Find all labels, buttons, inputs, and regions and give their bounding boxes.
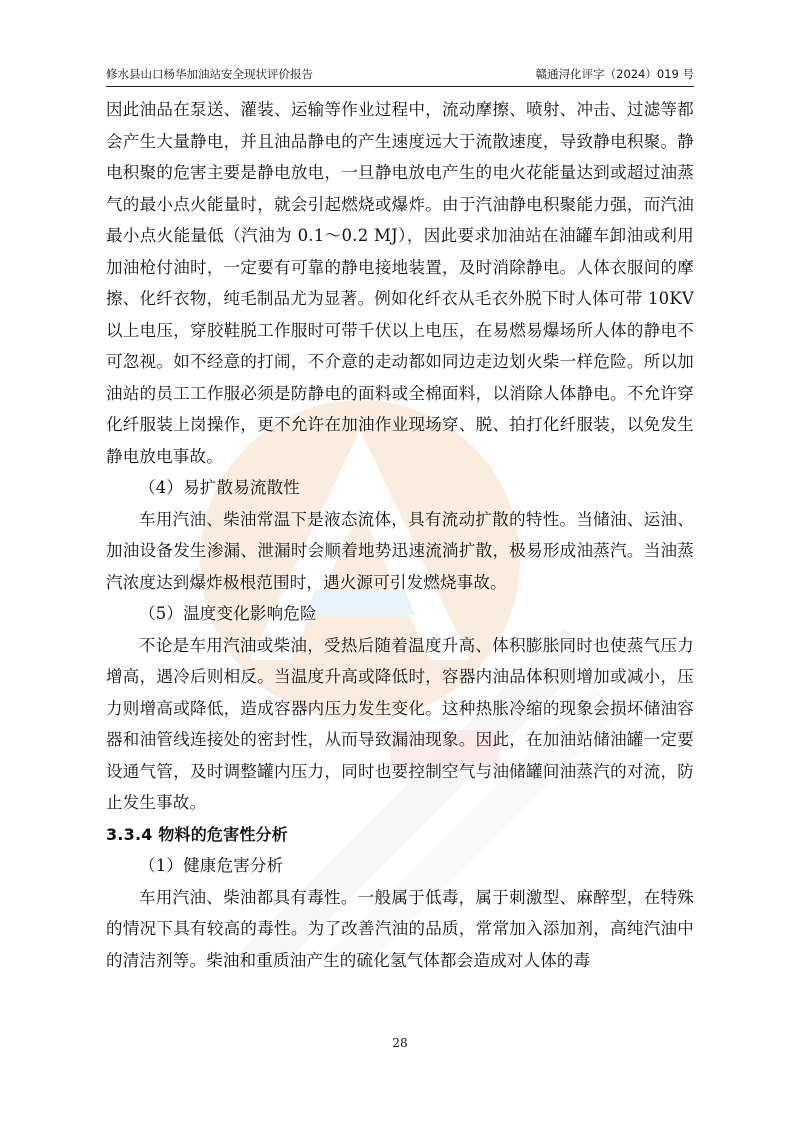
page-number: 28 (392, 1036, 408, 1050)
section-heading-material-hazard: 3.3.4 物料的危害性分析 (106, 824, 288, 844)
paragraph-temperature: 不论是车用汽油或柴油，受热后随着温度升高、体积膨胀同时也使蒸气压力增高，遇冷后则相反。当温度升高或降低时，容器内油品体积则增加或减小，压力则增高或降低，造成容器内压力发生变化。这种热胀冷缩的现象会损坏储油容器和油管线连接处的密封性，从而导致漏油现象。因此，在加油站储油罐一定要设通气管，及时调整罐内压力，同时也要控制空气与油储罐间油蒸汽的对流，防止发生事故。 (106, 635, 694, 812)
report-number: 赣通浔化评字（2024）019 号 (535, 67, 694, 81)
page-header (106, 62, 694, 87)
paragraph-health-hazard: 车用汽油、柴油都具有毒性。一般属于低毒，属于刺激型、麻醉型，在特殊的情况下具有较高的毒性。为了改善汽油的品质，常常加入添加剂，高纯汽油中的清洁剂等。柴油和重质油产生的硫化氢气体都会造成对人体的毒 (106, 887, 694, 970)
subheading-diffusion: （4）易扩散易流散性 (139, 478, 300, 497)
paragraph-diffusion: 车用汽油、柴油常温下是液态流体，具有流动扩散的特性。当储油、运油、加油设备发生渗漏、泄漏时会顺着地势迅速流淌扩散，极易形成油蒸汽。当油蒸汽浓度达到爆炸极根范围时，遇火源可引发燃烧事故。 (106, 509, 694, 592)
report-title: 修水县山口杨华加油站安全现状评价报告 (106, 67, 313, 81)
subheading-temperature: （5）温度变化影响危险 (139, 604, 317, 623)
page-body (106, 94, 694, 976)
subheading-health-hazard: （1）健康危害分析 (139, 856, 284, 875)
paragraph-static-electricity: 因此油品在泵送、灌装、运输等作业过程中，流动摩擦、喷射、冲击、过滤等都会产生大量静电，并且油品静电的产生速度远大于流散速度，导致静电积聚。静电积聚的危害主要是静电放电，一旦静电放电产生的电火花能量达到或超过油蒸气的最小点火能量时，就会引起燃烧或爆炸。由于汽油静电积聚能力强，而汽油最小点火能量低（汽油为 0.1～0.2 MJ），因此要求加油站在油罐车卸油或利用加油枪付油时，一定要有可靠的静电接地装置，及时消除静电。人体衣服间的摩擦、化纤衣物，纯毛制品尤为显著。例如化纤衣从毛衣外脱下时人体可带 10KV 以上电压，穿胶鞋脱工作服时可带千伏以上电压，在易燃易爆场所人体的静电不可忽视。如不经意的打闹，不介意的走动都如同边走边划火柴一样危险。所以加油站的员工工作服必须是防静电的面料或全棉面料，以消除人体静电。不允许穿化纤服装上岗操作，更不允许在加油作业现场穿、脱、拍打化纤服装，以免发生静电放电事故。 (106, 100, 694, 466)
